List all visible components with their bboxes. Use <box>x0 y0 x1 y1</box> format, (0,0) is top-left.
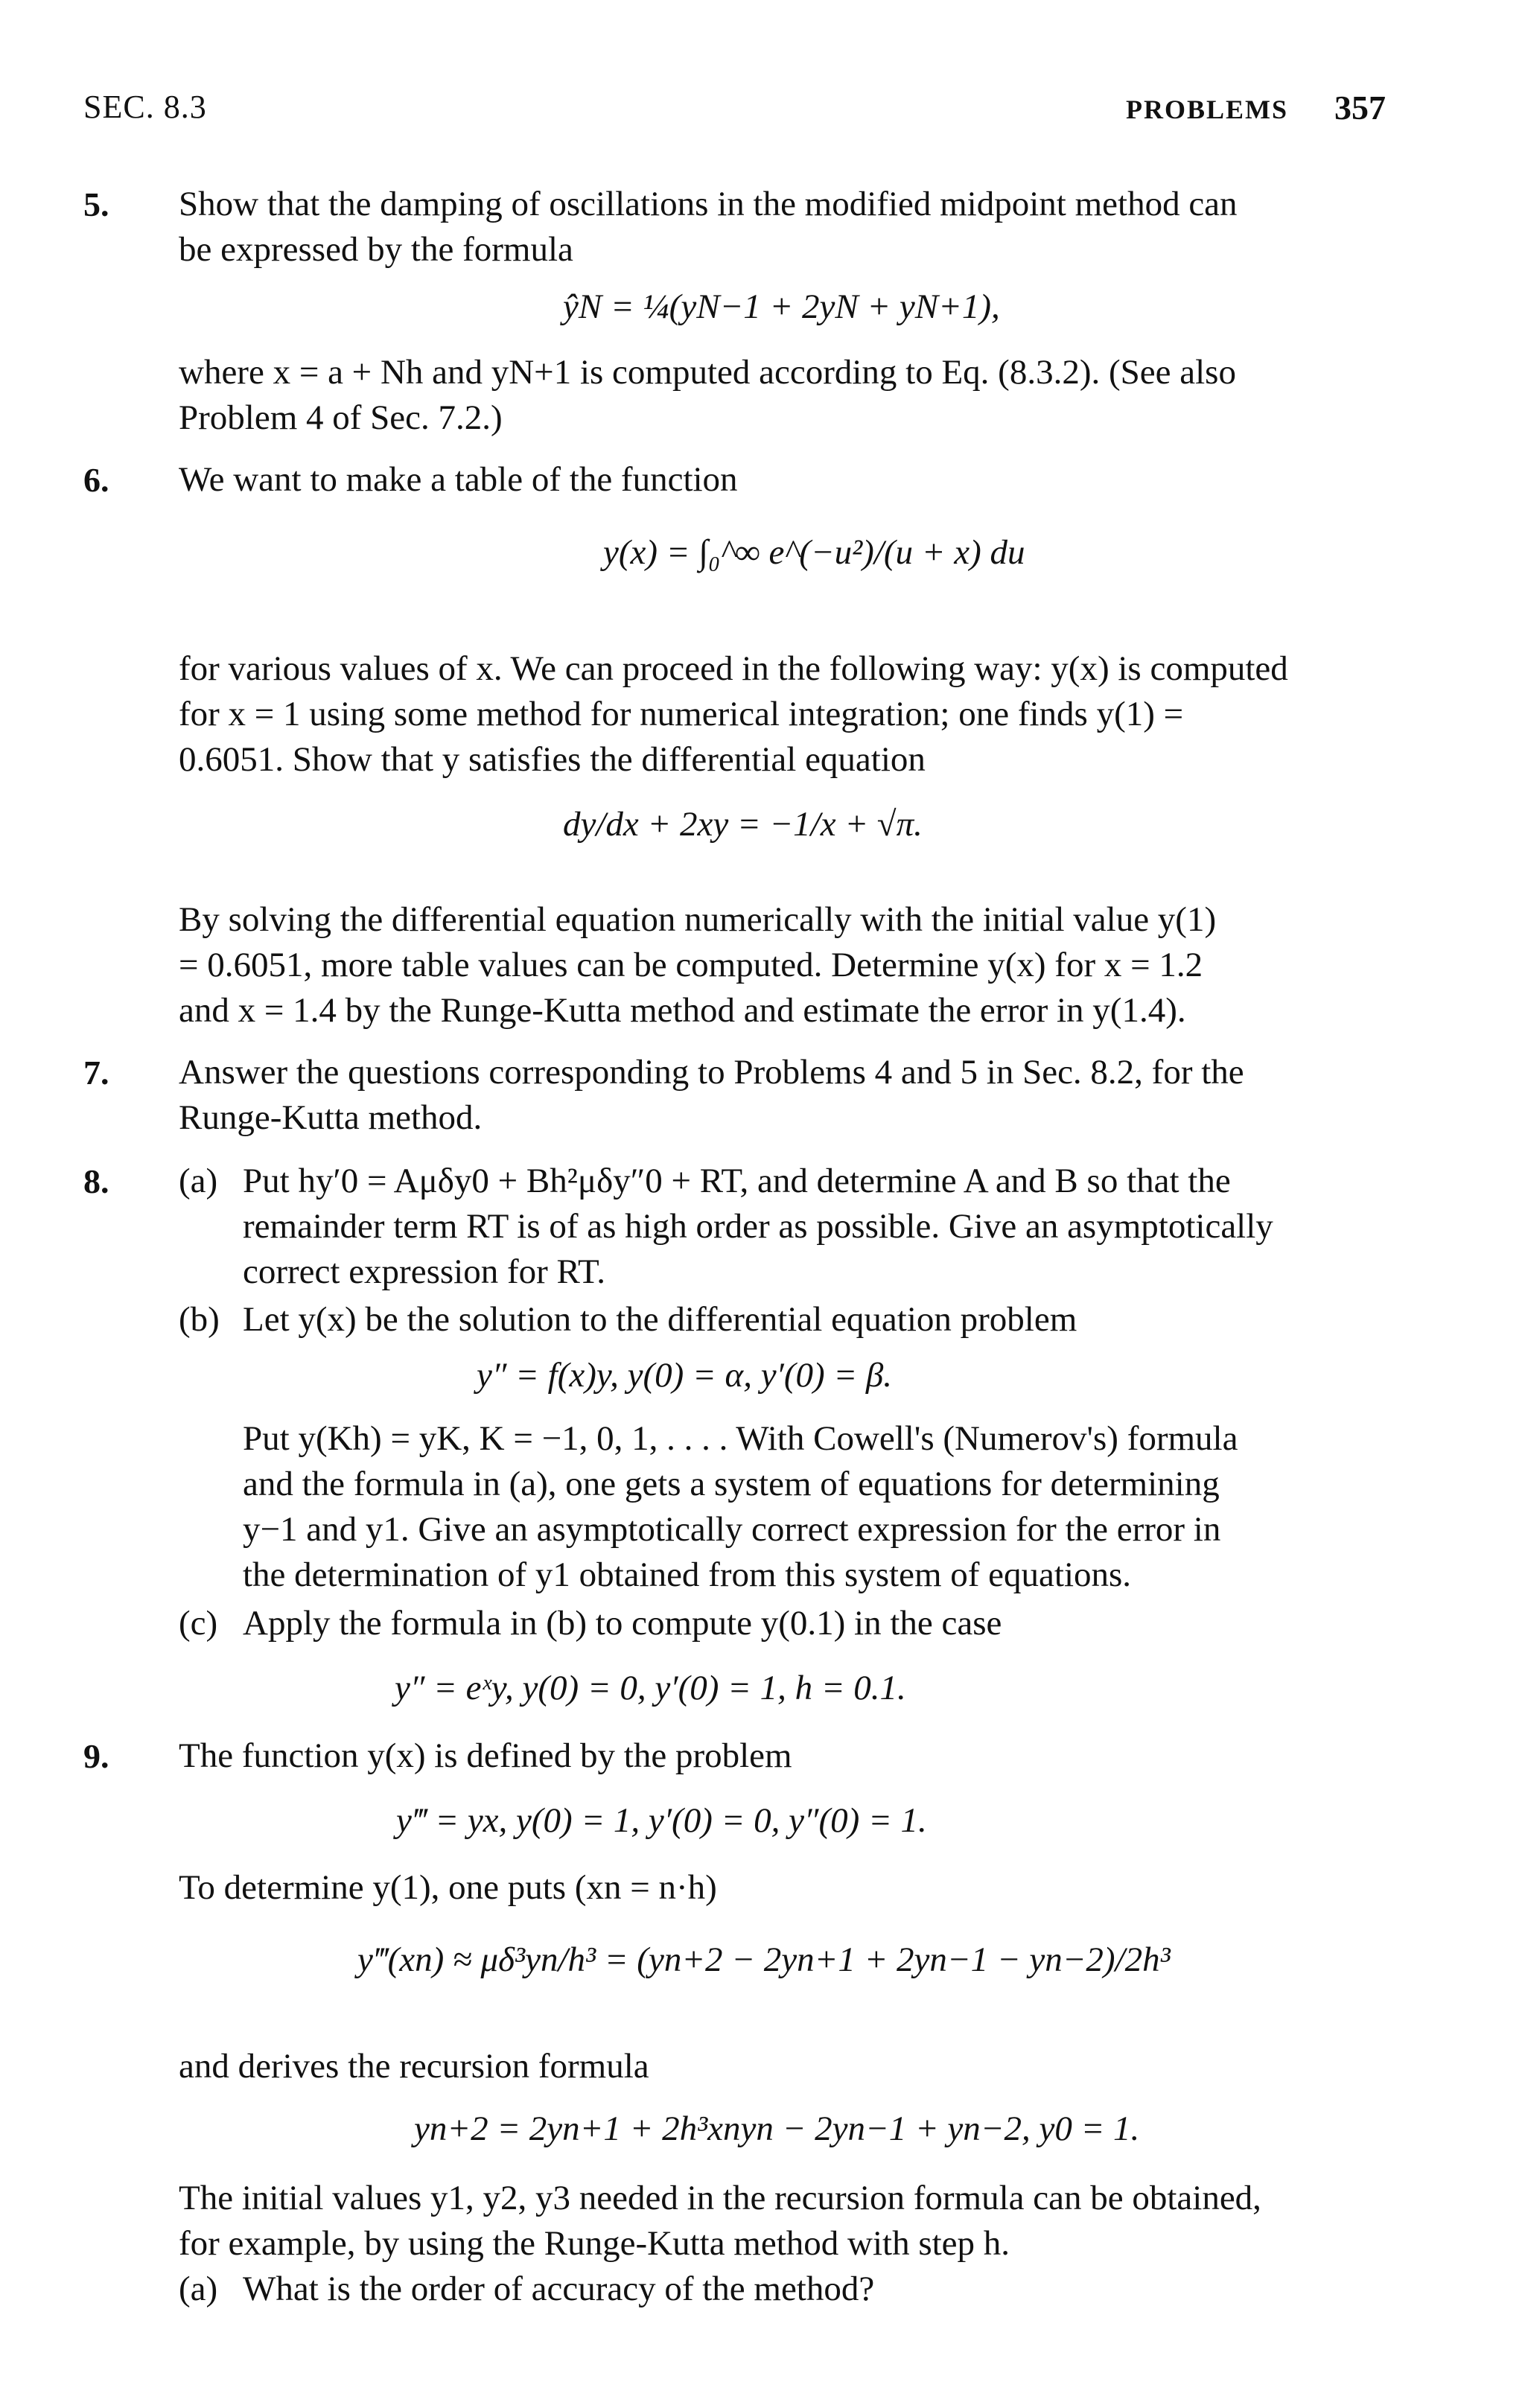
problem-8-number: 8. <box>83 1162 109 1200</box>
problem-6-text: We want to make a table of the function <box>179 460 738 499</box>
problem-8b-text: and the formula in (a), one gets a system of equations for determining <box>243 1465 1220 1503</box>
problem-6-number: 6. <box>83 461 109 499</box>
problem-6-text: for various values of x. We can proceed in the following way: y(x) is computed <box>179 649 1288 688</box>
problem-9-recursion-formula <box>414 2109 1139 2149</box>
problem-9a-label: (a) <box>179 2270 218 2308</box>
running-title: PROBLEMS <box>1126 95 1289 124</box>
problem-9-difference-formula <box>357 1940 1171 1980</box>
equation-text: y(x) = ∫₀^∞ e^(−u²)/(u + x) du <box>603 533 1025 572</box>
problem-8a-text: Put hy′0 = Aμδy0 + Bh²μδy″0 + RT, and determine A and B so that the <box>243 1162 1231 1200</box>
problem-8c-label: (c) <box>179 1604 218 1643</box>
section-header: SEC. 8.3 <box>83 89 207 125</box>
problem-5-text: be expressed by the formula <box>179 230 573 269</box>
problem-8b-text: the determination of y1 obtained from this system of equations. <box>243 1555 1132 1594</box>
problem-8b-label: (b) <box>179 1300 220 1339</box>
problem-6-text: for x = 1 using some method for numerical integration; one finds y(1) = <box>179 695 1184 733</box>
problem-9a-text: What is the order of accuracy of the method? <box>243 2270 875 2308</box>
problem-9-text: To determine y(1), one puts (xn = n·h) <box>179 1868 717 1907</box>
equation-text: y‴(xn) ≈ μδ³yn/h³ = (yn+2 − 2yn+1 + 2yn−1 − yn−2)/2h³ <box>357 1940 1171 1979</box>
equation-text: ŷN = ¼(yN−1 + 2yN + yN+1), <box>563 287 1000 326</box>
problem-9-text: for example, by using the Runge-Kutta method with step h. <box>179 2224 1010 2263</box>
problem-5-text: Show that the damping of oscillations in the modified midpoint method can <box>179 185 1238 223</box>
problem-8a-text: remainder term RT is of as high order as possible. Give an asymptotically <box>243 1207 1273 1246</box>
problem-6-differential-equation <box>563 804 923 844</box>
equation-text: yn+2 = 2yn+1 + 2h³xnyn − 2yn−1 + yn−2, y0 = 1. <box>414 2109 1140 2148</box>
problem-6-text: By solving the differential equation numerically with the initial value y(1) <box>179 900 1217 939</box>
problem-7-text: Answer the questions corresponding to Problems 4 and 5 in Sec. 8.2, for the <box>179 1053 1244 1092</box>
problem-8b-equation <box>477 1355 892 1395</box>
problem-6-text: 0.6051. Show that y satisfies the differential equation <box>179 740 926 779</box>
problem-6-text: = 0.6051, more table values can be computed. Determine y(x) for x = 1.2 <box>179 946 1203 984</box>
problem-6-text: and x = 1.4 by the Runge-Kutta method and estimate the error in y(1.4). <box>179 991 1186 1030</box>
problem-9-text: and derives the recursion formula <box>179 2047 649 2086</box>
problem-8c-equation <box>395 1668 906 1708</box>
problem-9-text: The initial values y1, y2, y3 needed in the recursion formula can be obtained, <box>179 2179 1261 2217</box>
problem-8c-text: Apply the formula in (b) to compute y(0.1) in the case <box>243 1604 1002 1643</box>
problem-8b-text: Let y(x) be the solution to the differential equation problem <box>243 1300 1077 1339</box>
problem-7-text: Runge-Kutta method. <box>179 1098 483 1137</box>
problem-6-integral-equation <box>603 532 1025 573</box>
problem-5-number: 5. <box>83 185 109 223</box>
equation-text: dy/dx + 2xy = −1/x + √π. <box>563 805 923 844</box>
problem-9-text: The function y(x) is defined by the problem <box>179 1736 792 1775</box>
page-number: 357 <box>1334 89 1386 127</box>
problem-9-number: 9. <box>83 1737 109 1775</box>
equation-text: y″ = eˣy, y(0) = 0, y′(0) = 1, h = 0.1. <box>395 1669 906 1707</box>
problem-5-text: where x = a + Nh and yN+1 is computed according to Eq. (8.3.2). (See also <box>179 353 1236 392</box>
problem-9-equation <box>396 1800 927 1841</box>
problem-8a-label: (a) <box>179 1162 218 1200</box>
problem-5-equation <box>563 287 1000 327</box>
problem-7-number: 7. <box>83 1054 109 1092</box>
problem-8b-text: y−1 and y1. Give an asymptotically correct expression for the error in <box>243 1510 1221 1549</box>
problem-8b-text: Put y(Kh) = yK, K = −1, 0, 1, . . . . With Cowell's (Numerov's) formula <box>243 1419 1238 1458</box>
equation-text: y″ = f(x)y, y(0) = α, y′(0) = β. <box>477 1356 893 1395</box>
problem-8a-text: correct expression for RT. <box>243 1252 606 1291</box>
equation-text: y‴ = yx, y(0) = 1, y′(0) = 0, y″(0) = 1. <box>396 1801 927 1840</box>
problem-5-text: Problem 4 of Sec. 7.2.) <box>179 398 503 437</box>
